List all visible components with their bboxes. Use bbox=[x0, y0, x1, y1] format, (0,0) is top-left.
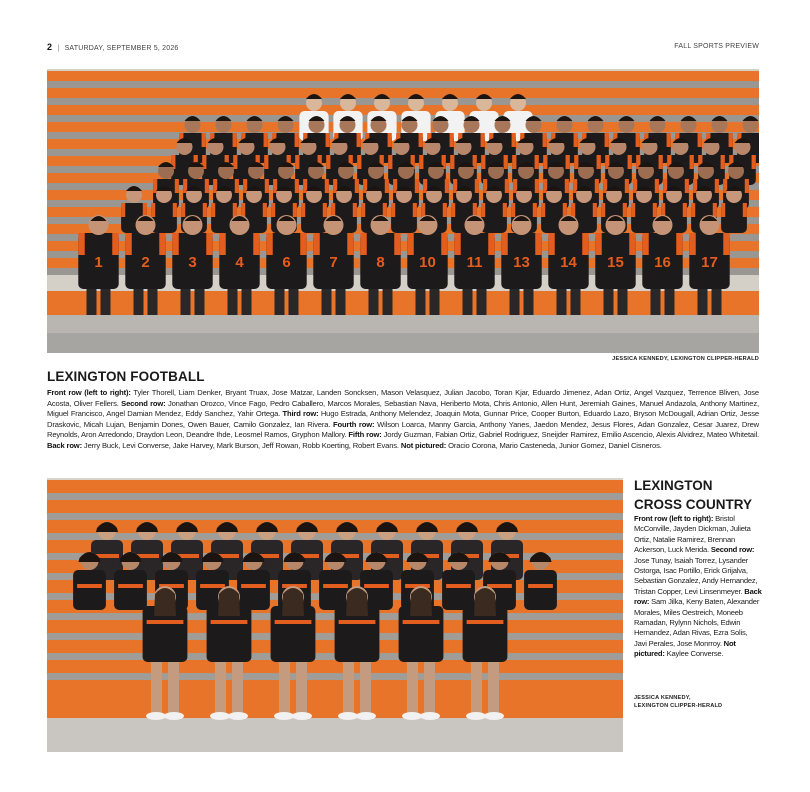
fb-row-label: Third row: bbox=[282, 409, 319, 418]
page-number: 2 bbox=[47, 42, 53, 52]
cross-country-team-photo bbox=[47, 478, 623, 752]
bleacher-step bbox=[47, 88, 759, 98]
xc-row-names: Kaylee Converse. bbox=[666, 649, 724, 659]
jersey-number: 1 bbox=[94, 254, 103, 271]
bleacher-step bbox=[47, 520, 623, 533]
jersey-number: 17 bbox=[701, 254, 718, 271]
cross-country-photo-credit bbox=[634, 694, 759, 710]
jersey-number: 2 bbox=[141, 254, 150, 271]
header-separator: | bbox=[57, 45, 60, 52]
fb-row-names: Jordy Guzman, Fabian Ortiz, Gabriel Rodriguez, Sneijder Ramirez, Emilio Ascencio, Alexis Alvidrez, Mateo Whitetail. bbox=[383, 430, 760, 439]
cross-country-photo-illustration bbox=[47, 478, 623, 752]
fb-row-names: Wilson Loarca, Manny Garcia, Anthony Yanes, Jaedon Mendez, Jesus Flores, Adan Gonzalez, Cesar Juarez, Drew Reynolds, Aron Arredondo, Draydon Leon, Deandre Ihde, Leosmel Ramos, Gryphon Mallory. bbox=[47, 419, 760, 439]
xc-row-names: Jose Tunay, Isaiah Torrez, Lysander Ostorga, Isac Portillo, Erick Grijalva, Sebastian Gonzalez, Andy Hernandez, Tristan Copper, Levi Linsenmeyer. bbox=[634, 555, 758, 596]
bleacher-step bbox=[47, 660, 623, 673]
football-photo-illustration bbox=[47, 69, 759, 353]
fb-row-label: Second row: bbox=[121, 398, 166, 408]
fb-row-label: Not pictured: bbox=[400, 440, 447, 450]
bleacher-step bbox=[47, 71, 759, 81]
football-photo-credit: JESSICA KENNEDY, LEXINGTON CLIPPER-HERALD bbox=[612, 356, 759, 362]
xc-title-line2: CROSS COUNTRY bbox=[634, 497, 753, 512]
xc-title-line1: LEXINGTON bbox=[634, 478, 713, 493]
fb-row-names: Tyler Thorell, Liam Denker, Bryant Truax, Jose Matzar, Landen Soncksen, Mason Velasquez, Julian Jacobo, Toran Kjar, Eduardo Jimenez, Adan Ortiz, Angel Vazquez, Terrence Bliven, Jose Acosta, Oliver Fellers. bbox=[47, 388, 759, 408]
page-header bbox=[47, 42, 759, 54]
xc-credit-line1: JESSICA KENNEDY, bbox=[634, 695, 691, 701]
fb-row-label: Back row: bbox=[47, 440, 82, 450]
xc-row-label: Back row: bbox=[634, 586, 762, 607]
xc-row-label: Second row: bbox=[710, 545, 755, 555]
jersey-number: 10 bbox=[419, 254, 436, 271]
bleacher-step bbox=[47, 480, 623, 493]
cross-country-title bbox=[634, 476, 764, 514]
football-team-photo bbox=[47, 69, 759, 353]
xc-row-label: Front row (left to right): bbox=[634, 514, 714, 523]
fb-row-label: Fifth row: bbox=[348, 430, 382, 439]
jersey-number: 8 bbox=[376, 254, 385, 271]
xc-row-names: Sam Jilka, Keny Baten, Alexander Morales, Miles Oestreich, Moneeb Ramadan, Rylynn Nichols, Edwin Hernandez, Adan Rivas, Ezra Solis, Javi Perales, Jose Monrroy. bbox=[634, 597, 760, 648]
fb-row-label: Fourth row: bbox=[333, 419, 375, 429]
football-title: LEXINGTON FOOTBALL bbox=[47, 369, 205, 384]
jersey-number: 4 bbox=[235, 254, 244, 271]
xc-row-names: Bristol McConville, Jayden Dickman, Julieta Ortiz, Natalie Ramirez, Brennan Ackerson, Luck Merida. bbox=[634, 514, 751, 555]
jersey-number: 6 bbox=[282, 254, 291, 271]
fb-row-names: Oracio Corona, Mario Casteneda, Junior Gomez, Daniel Cisneros. bbox=[448, 440, 662, 450]
fb-row-names: Jonathan Orozco, Vince Fago, Pedro Caballero, Marcos Morales, Sebastian Nava, Heriberto Mota, Chris Antonio, Allen Hunt, Jeremiah Gaines, Manuel Andazola, Anthony Martinez, Miguel Francisco, Angel Damian Mendez, Eddy Sanchez, Yahir Ortega. bbox=[47, 398, 759, 418]
jersey-number: 16 bbox=[654, 254, 671, 271]
section-name: FALL SPORTS PREVIEW bbox=[674, 43, 759, 50]
jersey-number: 14 bbox=[560, 254, 577, 271]
xc-credit-line2: LEXINGTON CLIPPER-HERALD bbox=[634, 703, 723, 709]
fb-row-label: Front row (left to right): bbox=[47, 388, 131, 397]
jersey-number: 13 bbox=[513, 254, 530, 271]
cross-country-caption bbox=[634, 514, 762, 660]
jersey-number: 15 bbox=[607, 254, 624, 271]
bleacher-step bbox=[47, 500, 623, 513]
fb-row-names: Hugo Estrada, Anthony Melendez, Joaquin Mota, Gunnar Price, Cooper Burton, Eduardo Lazo, Bryson McDougall, Adrian Ortiz, Jesse Draskovic, Micah Lujan, Benjamin Dones, Owen Bauer, Camilo Gonzalez, Ian Rivera. bbox=[47, 409, 759, 429]
jersey-number: 3 bbox=[188, 254, 197, 271]
xc-row-label: Not pictured: bbox=[634, 638, 736, 659]
jersey-number: 11 bbox=[466, 254, 483, 271]
fb-row-names: Jerry Buck, Levi Converse, Jake Harvey, Mark Burson, Jeff Rowan, Robb Koerting, Robert Evans. bbox=[83, 440, 399, 450]
football-caption bbox=[47, 388, 759, 451]
issue-date: SATURDAY, SEPTEMBER 5, 2026 bbox=[64, 45, 179, 52]
jersey-number: 7 bbox=[329, 254, 338, 271]
